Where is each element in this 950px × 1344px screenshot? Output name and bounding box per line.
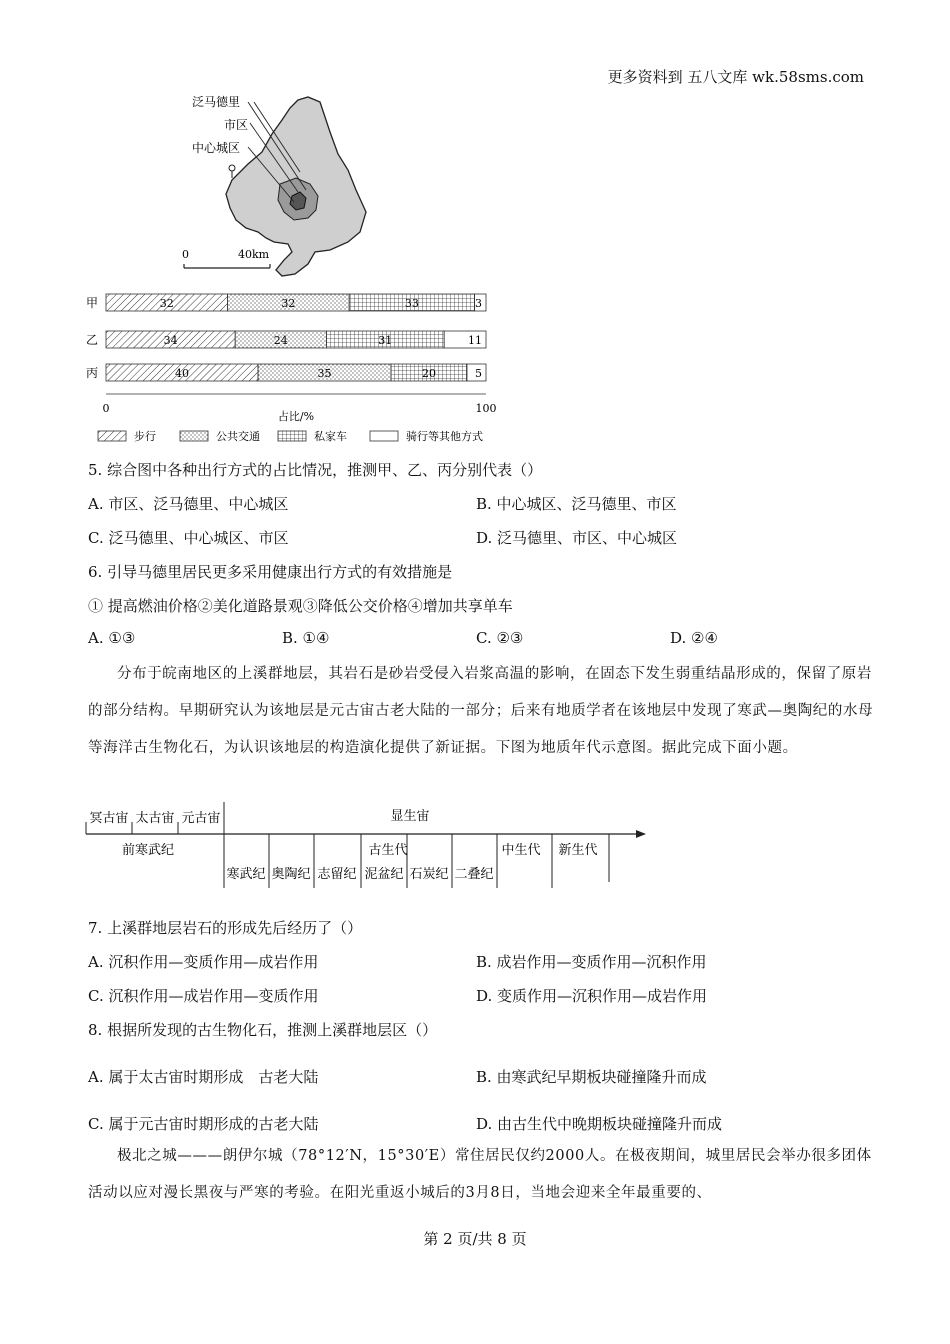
q6-stem: 6. 引导马德里居民更多采用健康出行方式的有效措施是 [88, 563, 453, 581]
scale-text: 40km [238, 248, 270, 261]
q6-items: ① 提高燃油价格②美化道路景观③降低公交价格④增加共享单车 [88, 597, 513, 615]
legend [98, 429, 483, 443]
precambrian-label: 前寒武纪 [121, 843, 175, 858]
q5-option-c[interactable]: C. 泛马德里、中心城区、市区 [88, 529, 289, 547]
era-cenozoic: 新生代 [558, 843, 598, 858]
label-greater-madrid: 泛马德里 [192, 95, 241, 109]
x-tick-100: 100 [475, 402, 497, 415]
category-label-0: 甲 [86, 296, 99, 310]
legend-other: 骑行等其他方式 [406, 430, 483, 443]
madrid-map [180, 92, 380, 282]
legend-car: 私家车 [314, 430, 347, 443]
bar-value-2-1: 35 [317, 367, 332, 380]
q8-option-b[interactable]: B. 由寒武纪早期板块碰撞隆升而成 [476, 1068, 707, 1086]
passage-geology [88, 656, 878, 767]
period-cambrian: 寒武纪 [226, 867, 266, 882]
timeline-arrow [636, 830, 646, 838]
q7-option-b[interactable]: B. 成岩作用—变质作用—沉积作用 [476, 953, 707, 971]
period-permian: 二叠纪 [454, 867, 494, 882]
eon-hadean: 冥古宙 [89, 811, 129, 826]
passage-longyearbyen [88, 1138, 878, 1212]
bar-value-2-0: 40 [175, 367, 189, 380]
bar-value-1-3: 11 [468, 334, 482, 347]
q5-option-b[interactable]: B. 中心城区、泛马德里、市区 [476, 495, 677, 513]
legend-walk: 步行 [134, 430, 156, 443]
category-label-2: 丙 [86, 366, 99, 380]
bar-value-1-1: 24 [273, 334, 288, 347]
scale-zero: 0 [182, 248, 189, 261]
q8-option-c[interactable]: C. 属于元古宙时期形成的古老大陆 [88, 1115, 319, 1133]
bar-value-0-3: 3 [475, 297, 482, 310]
q5-stem: 5. 综合图中各种出行方式的占比情况，推测甲、乙、丙分别代表（） [88, 461, 543, 479]
bar-value-0-1: 32 [281, 297, 296, 310]
q5-option-a[interactable]: A. 市区、泛马德里、中心城区 [88, 495, 289, 513]
bar-value-1-2: 31 [378, 334, 393, 347]
q8-stem: 8. 根据所发现的古生物化石，推测上溪群地层区（） [88, 1021, 438, 1039]
period-devonian: 泥盆纪 [364, 867, 404, 882]
label-city: 市区 [224, 118, 249, 132]
passage-longyearbyen-text: 极北之城———朗伊尔城（78°12′N，15°30′E）常住居民仅约2000人。在极夜期间，城里居民会举办很多团体活动以应对漫长黑夜与严寒的考验。在阳光重返小城后的3月8日，当地会迎来全年最重要的、 [88, 1148, 872, 1201]
q7-option-c[interactable]: C. 沉积作用—成岩作用—变质作用 [88, 987, 319, 1005]
legend-public: 公共交通 [216, 430, 260, 443]
eon-proterozoic: 元古宙 [181, 811, 221, 826]
eon-phanerozoic: 显生宙 [390, 809, 430, 824]
q6-option-b[interactable]: B. ①④ [282, 629, 330, 647]
page-number: 第 2 页/共 8 页 [423, 1230, 527, 1248]
q7-stem: 7. 上溪群地层岩石的形成先后经历了（） [88, 919, 363, 937]
era-mesozoic: 中生代 [501, 843, 541, 858]
q7-option-d[interactable]: D. 变质作用—沉积作用—成岩作用 [476, 987, 708, 1005]
geologic-timeline [84, 802, 654, 894]
q7-option-a[interactable]: A. 沉积作用—变质作用—成岩作用 [88, 953, 319, 971]
passage-geology-text: 分布于皖南地区的上溪群地层，其岩石是砂岩受侵入岩浆高温的影响，在固态下发生弱重结晶形成的，保留了原岩的部分结构。早期研究认为该地层是元古宙古老大陆的一部分；后来有地质学者在该地层中发现了寒武—奥陶纪的水母等海洋古生物化石，为认识该地层的构造演化提供了新证据。下图为地质年代示意图。据此完成下面小题。 [88, 666, 874, 756]
period-ordovician: 奥陶纪 [271, 867, 311, 882]
period-silurian: 志留纪 [317, 867, 357, 882]
eon-archean: 太古宙 [135, 811, 175, 826]
label-center: 中心城区 [192, 141, 241, 155]
category-label-1: 乙 [86, 333, 99, 347]
bar-value-2-3: 5 [475, 367, 482, 380]
era-paleozoic: 古生代 [368, 843, 408, 858]
q5-option-d[interactable]: D. 泛马德里、市区、中心城区 [476, 529, 678, 547]
travel-mode-chart [82, 286, 502, 448]
q8-option-d[interactable]: D. 由古生代中晚期板块碰撞隆升而成 [476, 1115, 723, 1133]
q8-option-a[interactable]: A. 属于太古宙时期形成 古老大陆 [88, 1068, 319, 1086]
q6-option-d[interactable]: D. ②④ [670, 629, 718, 647]
x-tick-0: 0 [102, 402, 110, 415]
q6-option-c[interactable]: C. ②③ [476, 629, 524, 647]
q6-option-a[interactable]: A. ①③ [88, 629, 136, 647]
bar-value-0-0: 32 [159, 297, 174, 310]
period-carboniferous: 石炭纪 [409, 867, 449, 882]
bar-value-0-2: 33 [404, 297, 419, 310]
header-site-text: 更多资料到 五八文库 wk.58sms.com [607, 68, 864, 86]
bar-value-1-0: 34 [163, 334, 178, 347]
bar-value-2-2: 20 [422, 367, 436, 380]
x-axis-label: 占比/% [277, 410, 315, 423]
